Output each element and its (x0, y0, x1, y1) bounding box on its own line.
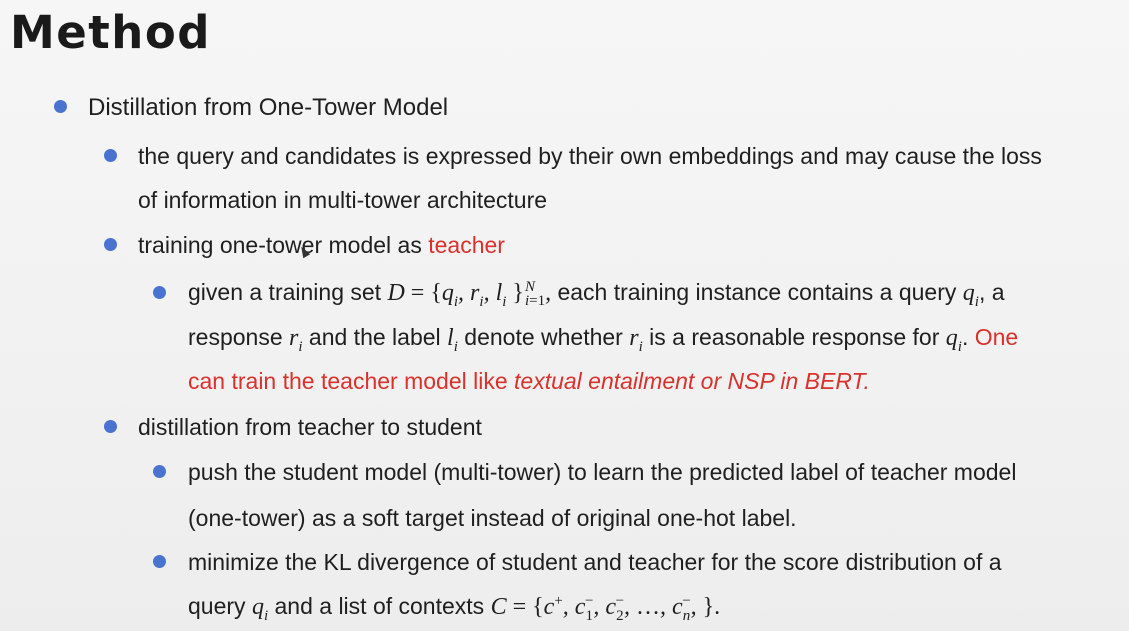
training-set-line1 (188, 277, 1005, 308)
denote-text: denote whether (457, 324, 630, 350)
response-symbol: $r_i$ (289, 325, 303, 355)
bullet-dot (104, 238, 117, 251)
bullet-dot (153, 555, 166, 568)
contexts-formula: C = {c+, $c_1^-$, $c_2^-$, …, $c_n^-$, }. (490, 593, 721, 624)
bullet-dot (104, 149, 117, 162)
training-set-text: given a training set (188, 279, 388, 305)
training-instance-text: each training instance contains a query (551, 279, 963, 305)
period-text: . (961, 324, 975, 350)
bullet-embeddings-line2: of information in multi-tower architecture (138, 187, 548, 213)
bullet-dot (104, 420, 117, 433)
label-symbol: $l_i$ (447, 325, 458, 355)
kl-line2 (188, 591, 720, 622)
reasonable-text: is a reasonable response for (642, 324, 946, 350)
kl-contexts-text: and a list of contexts (268, 593, 491, 619)
kl-query-text: query (188, 593, 252, 619)
slide-title: Method (10, 6, 211, 59)
red-note-italic: textual entailment or NSP in BERT. (514, 368, 870, 394)
training-set-formula: $D = \{q_i$, $r_i$, $l_i$ } N i=1 , (387, 279, 552, 310)
bullet-teacher-to-student: distillation from teacher to student (138, 414, 482, 440)
red-note-start: One (974, 324, 1019, 350)
training-instance-tail: , a (978, 279, 1005, 305)
bullet-dot (153, 465, 166, 478)
query-symbol: $q_i$ (962, 280, 979, 310)
response-text: response (188, 324, 290, 350)
bullet-teacher (138, 230, 505, 260)
red-note-text: can train the teacher model like (188, 368, 515, 394)
label-text: and the label (302, 324, 448, 350)
bullet-dot (54, 100, 67, 113)
push-student-line1: push the student model (multi-tower) to learn the predicted label of teacher model (188, 459, 1017, 485)
bullet-embeddings-line1: the query and candidates is expressed by their own embeddings and may cause the loss (138, 143, 1042, 169)
training-set-line2 (188, 322, 1018, 353)
bullet-teacher-text: training one-tower model as (138, 232, 429, 258)
response-symbol: $r_i$ (629, 325, 643, 355)
query-symbol: $q_i$ (251, 594, 269, 624)
training-set-line3 (188, 366, 870, 396)
kl-line1: minimize the KL divergence of student and teacher for the score distribution of a (188, 549, 1002, 575)
query-symbol: $q_i$ (945, 325, 962, 355)
teacher-highlight: teacher (428, 232, 505, 258)
bullet-dot (153, 286, 166, 299)
push-student-line2: (one-tower) as a soft target instead of original one-hot label. (188, 505, 797, 531)
bullet-distillation-heading: Distillation from One-Tower Model (88, 94, 449, 121)
